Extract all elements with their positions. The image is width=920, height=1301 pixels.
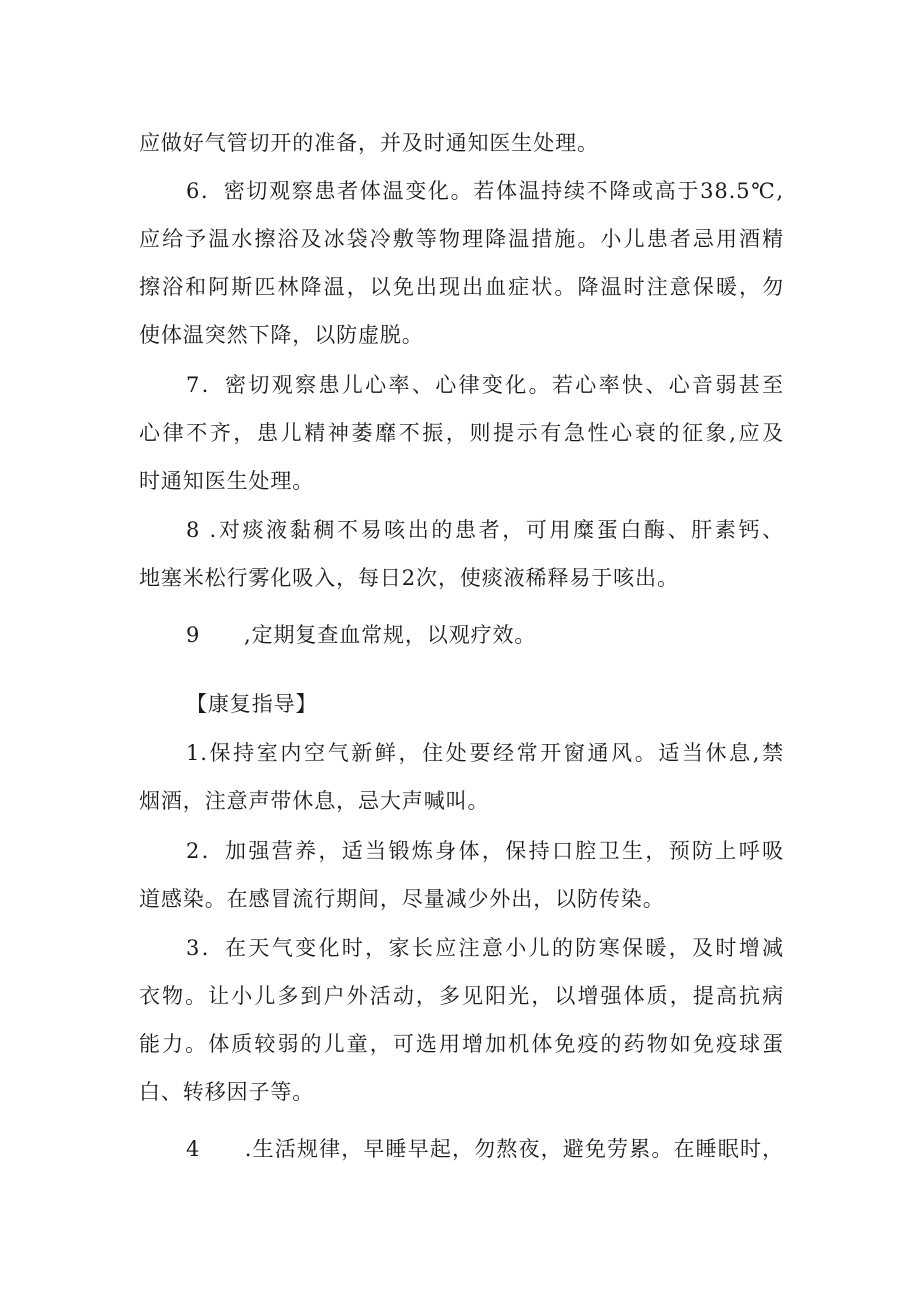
text-line: 地塞米松行雾化吸入，每日2次，使痰液稀释易于咳出。 xyxy=(139,566,679,590)
text-line: 1.保持室内空气新鲜，住处要经常开窗通风。适当休息,禁 xyxy=(186,741,784,765)
text-line: 道感染。在感冒流行期间，尽量减少外出，以防传染。 xyxy=(139,887,665,911)
text-line: 6．密切观察患者体温变化。若体温持续不降或高于38.5℃, xyxy=(186,179,784,203)
text-line: 3．在天气变化时，家长应注意小儿的防寒保暖，及时增减 xyxy=(186,936,784,960)
text-line: 白、转移因子等。 xyxy=(139,1080,315,1104)
text-line: 使体温突然下降，以防虚脱。 xyxy=(139,323,424,347)
text-line: 9 ,定期复查血常规，以观疗效。 xyxy=(186,623,537,647)
text-line: 应做好气管切开的准备，并及时通知医生处理。 xyxy=(139,131,599,155)
text-line: 烟酒，注意声带休息，忌大声喊叫。 xyxy=(139,789,490,813)
text-line: 时通知医生处理。 xyxy=(139,469,315,493)
text-line: 8 .对痰液黏稠不易咳出的患者，可用糜蛋白酶、肝素钙、 xyxy=(186,518,784,542)
text-line: 心律不齐，患儿精神萎靡不振，则提示有急性心衰的征象,应及 xyxy=(139,421,784,445)
text-line: 4 .生活规律，早睡早起，勿熬夜，避免劳累。在睡眠时， xyxy=(186,1137,784,1161)
section-heading: 【康复指导】 xyxy=(186,692,318,716)
text-line: 衣物。让小儿多到户外活动，多见阳光，以增强体质，提高抗病 xyxy=(139,984,784,1008)
text-line: 能力。体质较弱的儿童，可选用增加机体免疫的药物如免疫球蛋 xyxy=(139,1032,784,1056)
text-line: 应给予温水擦浴及冰袋冷敷等物理降温措施。小儿患者忌用酒精 xyxy=(139,227,784,251)
text-line: 擦浴和阿斯匹林降温，以免出现出血症状。降温时注意保暖，勿 xyxy=(139,275,784,299)
text-line: 2．加强营养，适当锻炼身体，保持口腔卫生，预防上呼吸 xyxy=(186,839,784,863)
text-line: 7．密切观察患儿心率、心律变化。若心率快、心音弱甚至 xyxy=(186,373,784,397)
